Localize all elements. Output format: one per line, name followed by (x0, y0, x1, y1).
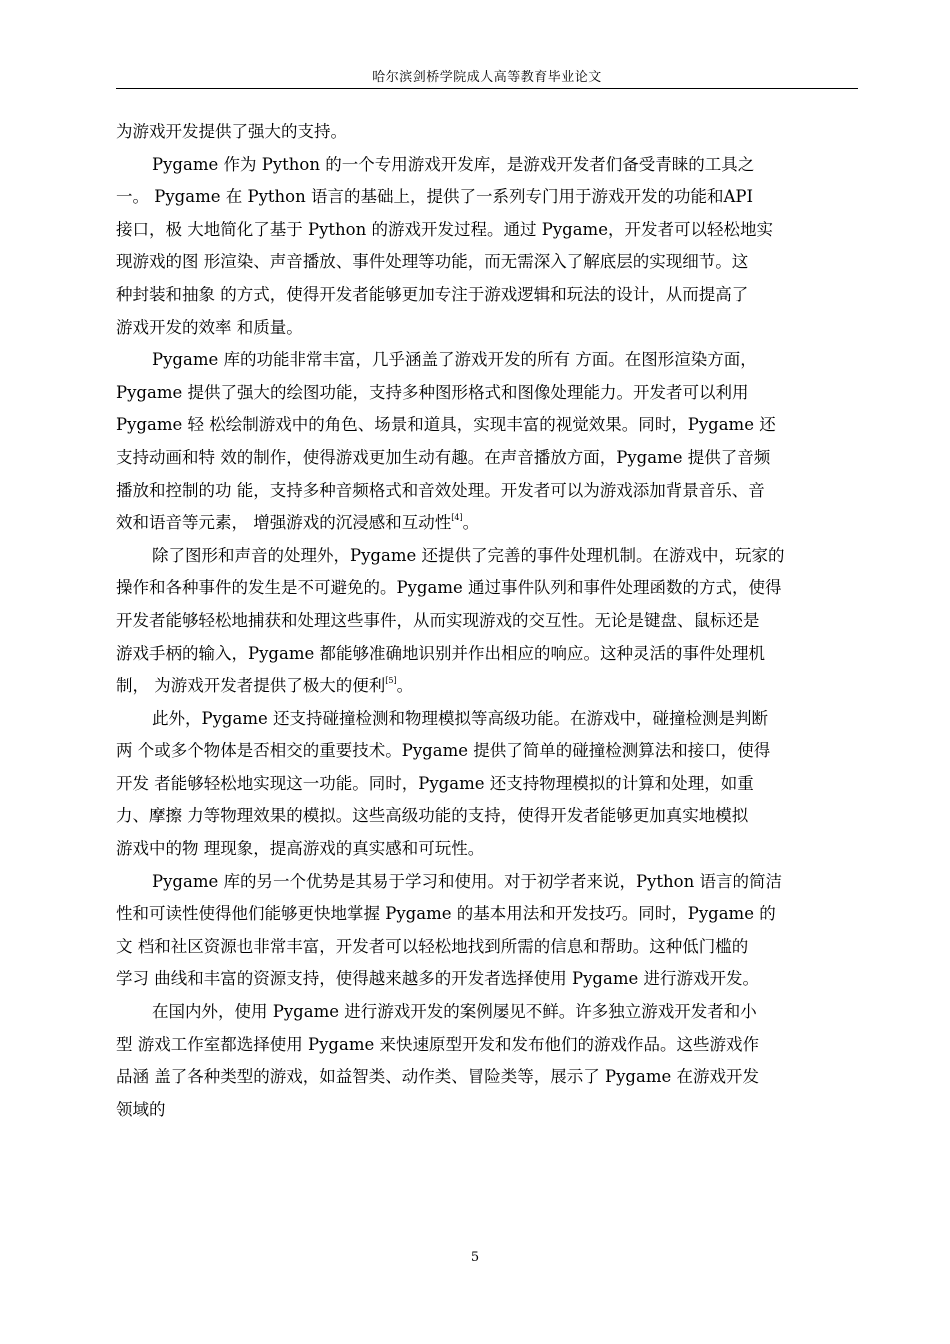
line-text: 除了图形和声音的处理外，Pygame 还提供了完善的事件处理机制。在游戏中，玩家的 (152, 545, 785, 565)
line-text: 此外，Pygame 还支持碰撞检测和物理模拟等高级功能。在游戏中，碰撞检测是判断 (152, 708, 768, 728)
line-punctuation: 。 (396, 676, 414, 696)
line-text: 型 游戏工作室都选择使用 Pygame 来快速原型开发和发布他们的游戏作品。这些游戏作 (116, 1034, 759, 1054)
text-line (116, 214, 861, 247)
text-line (116, 540, 861, 573)
text-line (116, 898, 861, 931)
line-text: 文 档和社区资源也非常丰富，开发者可以轻松地找到所需的信息和帮助。这种低门槛的 (116, 936, 749, 956)
text-line (116, 670, 861, 703)
text-line (116, 833, 861, 866)
text-line (116, 931, 861, 964)
line-text: 播放和控制的功 能，支持多种音频格式和音效处理。开发者可以为游戏添加背景音乐、音 (116, 480, 765, 500)
line-text: 品涵 盖了各种类型的游戏，如益智类、动作类、冒险类等，展示了 Pygame 在游戏开发 (116, 1067, 759, 1087)
citation-marker: [5] (385, 676, 397, 686)
line-text: 游戏中的物 理现象，提高游戏的真实感和可玩性。 (116, 839, 485, 859)
line-text: 支持动画和特 效的制作，使得游戏更加生动有趣。在声音播放方面，Pygame 提供了音频 (116, 447, 771, 467)
line-text: 种封装和抽象 的方式，使得开发者能够更加专注于游戏逻辑和玩法的设计，从而提高了 (116, 284, 749, 304)
text-line (116, 181, 861, 214)
text-line (116, 638, 861, 671)
text-line (116, 866, 861, 899)
line-text: Pygame 提供了强大的绘图功能，支持多种图形格式和图像处理能力。开发者可以利用 (116, 382, 749, 402)
line-text: Pygame 轻 松绘制游戏中的角色、场景和道具，实现丰富的视觉效果。同时，Pygame 还 (116, 415, 776, 435)
text-line (116, 703, 861, 736)
text-line (116, 1029, 861, 1062)
text-line (116, 735, 861, 768)
line-text: 游戏开发的效率 和质量。 (116, 317, 303, 337)
text-line (116, 1061, 861, 1094)
line-text: 性和可读性使得他们能够更快地掌握 Pygame 的基本用法和开发技巧。同时，Pygame 的 (116, 904, 776, 924)
line-text: 为游戏开发提供了强大的支持。 (116, 122, 347, 141)
line-text: 现游戏的图 形渲染、声音播放、事件处理等功能，而无需深入了解底层的实现细节。这 (116, 252, 749, 272)
line-text: Pygame 库的另一个优势是其易于学习和使用。对于初学者来说，Python 语言的简洁 (152, 871, 782, 891)
text-line (116, 800, 861, 833)
text-line (116, 507, 861, 540)
line-text: 在国内外，使用 Pygame 进行游戏开发的案例屡见不鲜。许多独立游戏开发者和小 (152, 1002, 757, 1022)
line-text: 一。 Pygame 在 Python 语言的基础上，提供了一系列专门用于游戏开发的功能和API (116, 187, 753, 207)
line-text: 力、摩擦 力等物理效果的模拟。这些高级功能的支持，使得开发者能够更加真实地模拟 (116, 806, 749, 826)
line-text: 效和语音等元素， 增强游戏的沉浸感和互动性 (116, 513, 452, 533)
text-line (116, 377, 861, 410)
page-number: 5 (470, 1250, 480, 1265)
line-text: Pygame 作为 Python 的一个专用游戏开发库，是游戏开发者们备受青睐的工具之 (152, 154, 755, 174)
line-punctuation: 。 (462, 513, 480, 533)
text-line (116, 344, 861, 377)
text-line (116, 246, 861, 279)
running-header: 哈尔滨剑桥学院成人高等教育毕业论文 (372, 70, 602, 85)
header-rule (116, 88, 858, 89)
text-line (116, 1094, 861, 1127)
text-line (116, 996, 861, 1029)
text-line (116, 605, 861, 638)
line-text: 领域的 (116, 1099, 166, 1119)
line-text: 制， 为游戏开发者提供了极大的便利 (116, 676, 386, 696)
text-line (116, 312, 861, 345)
text-line (116, 116, 861, 149)
text-line (116, 768, 861, 801)
line-text: 接口，极 大地简化了基于 Python 的游戏开发过程。通过 Pygame，开发者可以轻松地实 (116, 219, 773, 239)
text-line (116, 572, 861, 605)
line-text: 学习 曲线和丰富的资源支持，使得越来越多的开发者选择使用 Pygame 进行游戏开发。 (116, 969, 759, 989)
text-line (116, 409, 861, 442)
text-line (116, 149, 861, 182)
line-text: 两 个或多个物体是否相交的重要技术。Pygame 提供了简单的碰撞检测算法和接口，使得 (116, 741, 771, 761)
line-text: 游戏手柄的输入，Pygame 都能够准确地识别并作出相应的响应。这种灵活的事件处理机 (116, 643, 765, 663)
text-line (116, 475, 861, 508)
text-line (116, 279, 861, 312)
line-text: 操作和各种事件的发生是不可避免的。Pygame 通过事件队列和事件处理函数的方式，使得 (116, 578, 782, 598)
text-line (116, 963, 861, 996)
line-text: 开发 者能够轻松地实现这一功能。同时，Pygame 还支持物理模拟的计算和处理，如重 (116, 773, 754, 793)
citation-marker: [4] (451, 513, 463, 523)
text-line (116, 442, 861, 475)
line-text: 开发者能够轻松地捕获和处理这些事件，从而实现游戏的交互性。无论是键盘、鼠标还是 (116, 610, 760, 630)
line-text: Pygame 库的功能非常丰富，几乎涵盖了游戏开发的所有 方面。在图形渲染方面， (152, 350, 757, 370)
body-text (116, 116, 861, 1126)
